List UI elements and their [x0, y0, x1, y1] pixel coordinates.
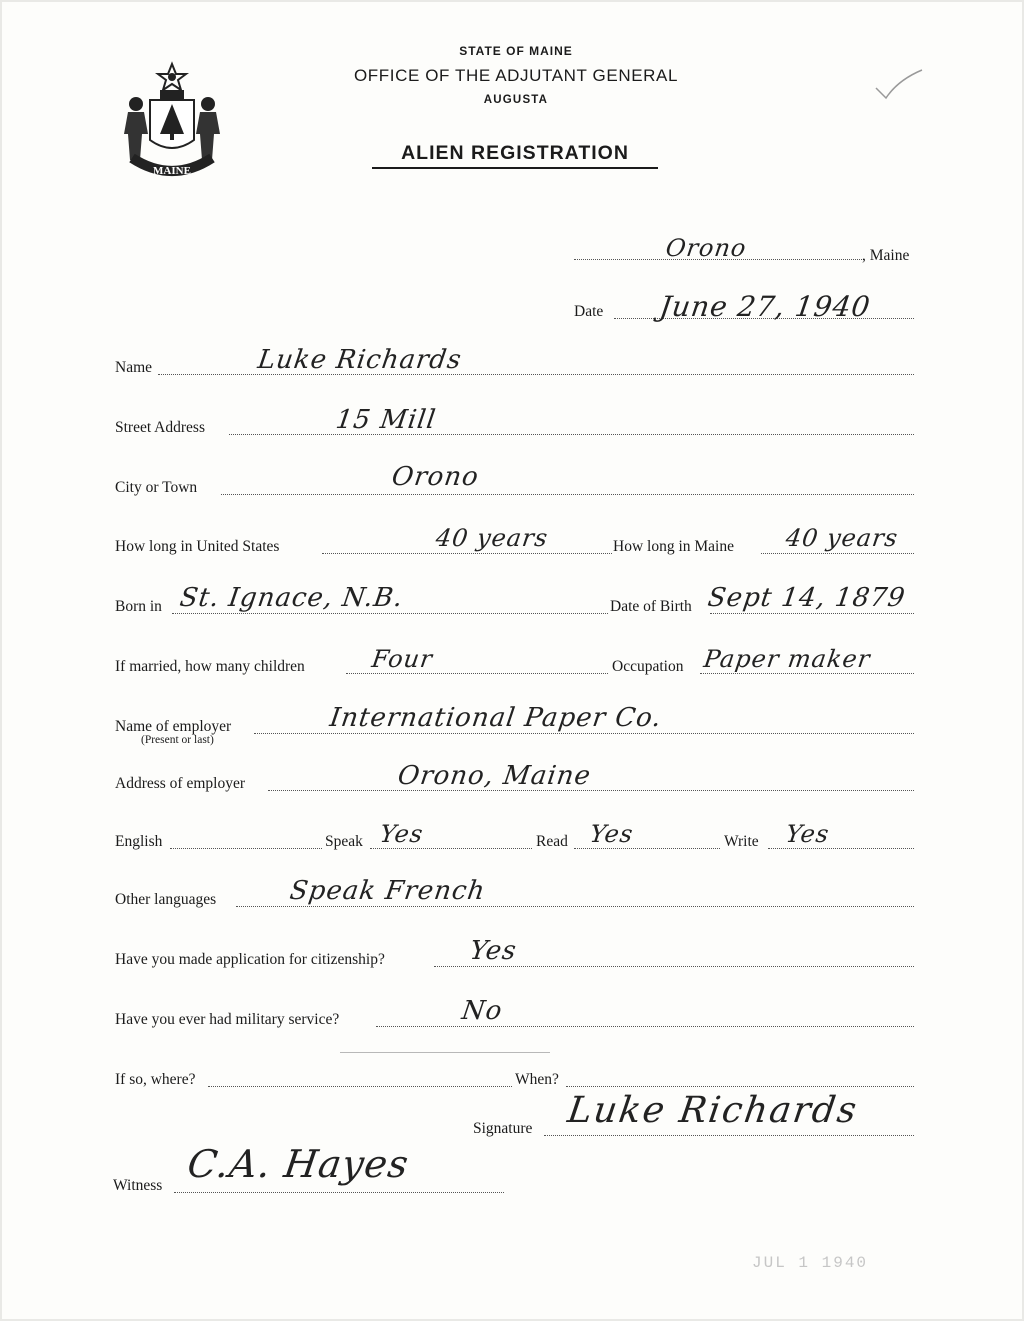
speak-value: Yes	[378, 820, 426, 848]
maine-time-label: How long in Maine	[613, 538, 734, 555]
employer-address-label: Address of employer	[115, 775, 245, 792]
state-heading: STATE OF MAINE	[459, 44, 573, 58]
witness-value: C.A. Hayes	[184, 1142, 412, 1186]
read-label: Read	[536, 833, 568, 850]
children-label: If married, how many children	[115, 658, 305, 675]
place-value: Orono	[664, 234, 749, 262]
employer-address-line	[268, 790, 914, 791]
children-value: Four	[370, 645, 435, 673]
where-line	[208, 1086, 512, 1087]
dob-label: Date of Birth	[610, 598, 692, 615]
citizenship-line	[434, 966, 914, 967]
pencil-stroke	[340, 1052, 550, 1053]
when-line	[566, 1086, 914, 1087]
name-label: Name	[115, 359, 153, 376]
other-languages-line	[236, 906, 914, 907]
us-time-label: How long in United States	[115, 538, 280, 555]
form-title: ALIEN REGISTRATION	[372, 142, 658, 169]
place-suffix: , Maine	[862, 247, 910, 264]
maine-time-value: 40 years	[784, 524, 900, 552]
maine-state-seal-icon	[118, 60, 226, 184]
speak-label: Speak	[325, 833, 363, 850]
occupation-value: Paper maker	[702, 645, 873, 673]
children-line	[346, 673, 608, 674]
born-value: St. Ignace, N.B.	[177, 583, 406, 613]
city-heading: AUGUSTA	[483, 94, 549, 106]
maine-time-line	[761, 553, 914, 554]
military-label: Have you ever had military service?	[115, 1011, 340, 1028]
read-line	[574, 848, 720, 849]
other-languages-value: Speak French	[287, 876, 488, 906]
city-line	[221, 494, 914, 495]
dob-value: Sept 14, 1879	[705, 583, 908, 613]
city-value: Orono	[389, 462, 481, 492]
write-label: Write	[724, 833, 759, 850]
street-line	[229, 434, 914, 435]
citizenship-label: Have you made application for citizenship?	[115, 951, 385, 968]
when-label: When?	[515, 1071, 559, 1088]
witness-line	[174, 1192, 504, 1193]
witness-label: Witness	[113, 1177, 163, 1194]
employer-value: International Paper Co.	[327, 703, 664, 733]
office-heading: OFFICE OF THE ADJUTANT GENERAL	[353, 66, 679, 85]
occupation-line	[700, 673, 914, 674]
born-label: Born in	[115, 598, 162, 615]
other-languages-label: Other languages	[115, 891, 217, 908]
military-line	[376, 1026, 914, 1027]
occupation-label: Occupation	[612, 658, 684, 675]
dob-line	[710, 613, 914, 614]
write-line	[768, 848, 914, 849]
received-stamp: JUL 1 1940	[752, 1254, 869, 1272]
signature-label: Signature	[473, 1120, 533, 1137]
born-line	[172, 613, 608, 614]
english-line	[170, 848, 322, 849]
name-value: Luke Richards	[255, 345, 464, 375]
svg-text:MAINE: MAINE	[153, 165, 191, 177]
check-mark-icon	[872, 68, 924, 102]
military-value: No	[459, 996, 505, 1026]
read-value: Yes	[588, 820, 636, 848]
street-label: Street Address	[115, 419, 205, 436]
speak-line	[370, 848, 532, 849]
employer-line	[254, 733, 914, 734]
english-label: English	[115, 833, 163, 850]
date-value: June 27, 1940	[657, 290, 873, 323]
signature-value: Luke Richards	[565, 1090, 861, 1131]
date-label: Date	[574, 303, 604, 320]
city-label: City or Town	[115, 479, 198, 496]
signature-line	[544, 1135, 914, 1136]
citizenship-value: Yes	[467, 936, 519, 966]
street-value: 15 Mill	[333, 405, 439, 435]
us-time-value: 40 years	[434, 524, 550, 552]
us-time-line	[322, 553, 612, 554]
employer-label: Name of employer	[115, 718, 232, 735]
where-label: If so, where?	[115, 1071, 196, 1088]
employer-address-value: Orono, Maine	[395, 761, 594, 791]
write-value: Yes	[784, 820, 832, 848]
employer-sublabel: (Present or last)	[141, 734, 214, 746]
